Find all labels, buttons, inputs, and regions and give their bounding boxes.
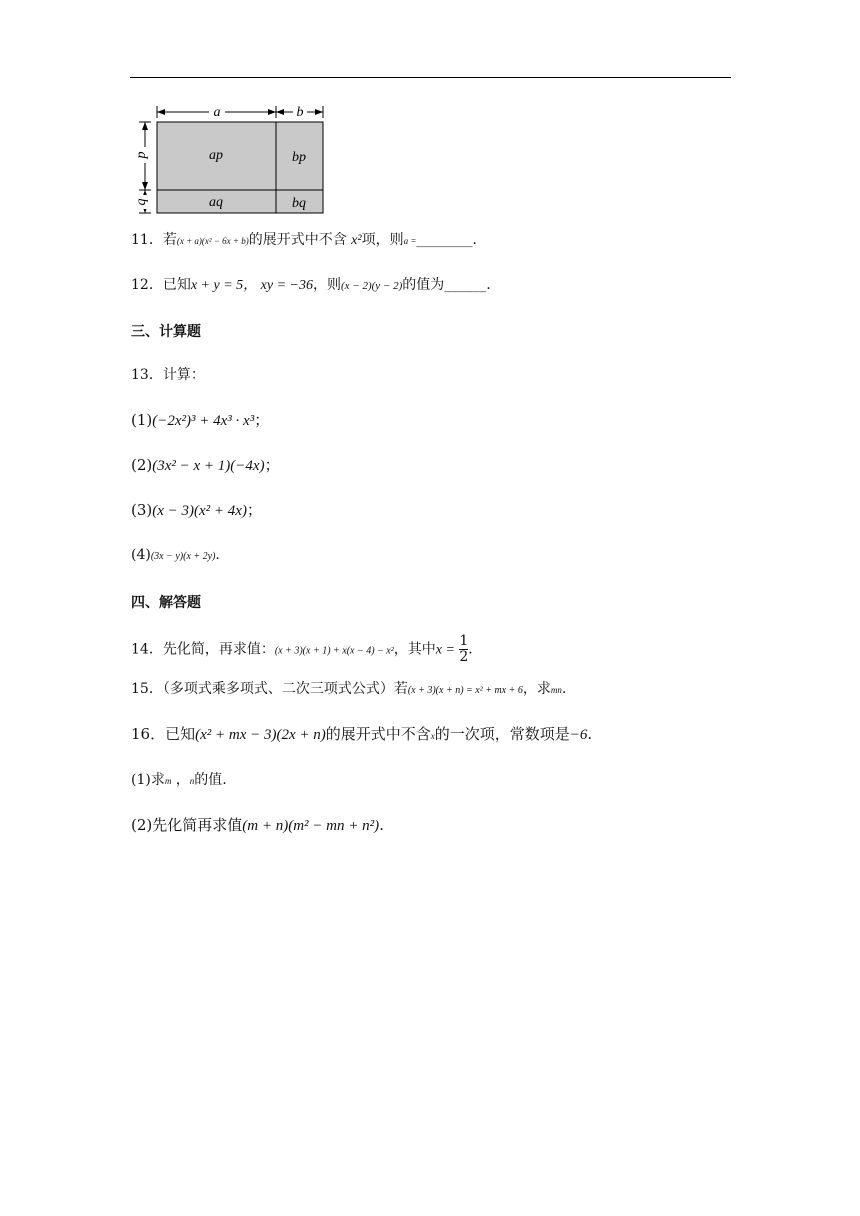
q15-var: mn xyxy=(550,685,562,695)
q11-end: . xyxy=(472,232,477,248)
q12-end: . xyxy=(486,277,491,293)
q16-part-2 xyxy=(131,815,384,836)
q13-item-4-number: (4) xyxy=(131,547,151,563)
question-13: 13．计算： xyxy=(131,367,205,383)
q16-expression: (x² + mx − 3)(2x + n) xyxy=(195,727,326,743)
q14-text: 先化简，再求值： xyxy=(162,641,275,658)
area-diagram xyxy=(133,103,333,216)
question-15 xyxy=(131,679,566,701)
q16-part-1-m: m xyxy=(164,776,172,786)
q16-part-1-n: n xyxy=(189,776,195,786)
q13-item-2 xyxy=(131,455,280,476)
q12-condition: x + y = 5， xy = −36 xyxy=(190,278,313,293)
q14-denominator: 2 xyxy=(459,649,469,665)
q14-mid: ，其中 xyxy=(393,641,436,658)
q16-mid: 的展开式中不含 xyxy=(325,725,431,743)
q16-constant: −6 xyxy=(569,727,588,743)
q12-text: 已知 xyxy=(162,277,191,293)
q11-expression: (x + a)(x² − 6x + b) xyxy=(176,236,249,246)
label-q: q xyxy=(134,198,149,206)
q16-part-2-expression: (m + n)(m² − mn + n²) xyxy=(242,818,380,834)
header-rule xyxy=(130,77,731,78)
q16-tail: 的一次项，常数项是 xyxy=(434,725,570,743)
q16-var: x xyxy=(430,731,435,741)
q11-var: a = xyxy=(403,236,417,246)
q16-part-1-text: 求 xyxy=(150,772,165,788)
q11-pre: 若 xyxy=(162,232,177,248)
q12-blank: ______ xyxy=(444,277,487,293)
q13-item-3-expression: (x − 3)(x² + 4x) xyxy=(152,503,247,519)
cell-ap: ap xyxy=(209,148,223,163)
q16-part-1 xyxy=(131,770,227,791)
section-3-heading: 三、计算题 xyxy=(131,324,201,340)
q13-item-4-end: . xyxy=(215,547,220,563)
q14-fraction xyxy=(459,634,468,665)
q15-number: 15． xyxy=(131,681,163,697)
q14-expression: (x + 3)(x + 1) + x(x − 4) − x² xyxy=(274,645,394,657)
q14-end: . xyxy=(468,641,473,658)
q15-text: （多项式乘多项式、二次三项式公式）若 xyxy=(162,681,408,697)
q13-item-1-expression: (−2x²)³ + 4x³ · x³ xyxy=(152,413,255,429)
question-12 xyxy=(131,275,491,296)
q14-var: x = xyxy=(435,642,455,658)
q13-item-4-expression: (3x − y)(x + 2y) xyxy=(150,551,216,562)
q12-expression: (x − 2)(y − 2) xyxy=(340,280,403,292)
q16-part-2-end: . xyxy=(379,816,384,834)
q16-part-1-sep: ， xyxy=(175,772,190,788)
question-16 xyxy=(131,724,592,746)
label-b: b xyxy=(296,105,304,120)
q11-blank: ________ xyxy=(416,232,473,248)
q15-end: . xyxy=(561,681,567,697)
q13-item-2-number: (2) xyxy=(131,456,153,474)
q13-item-3-number: (3) xyxy=(131,501,153,519)
q16-part-1-number: (1) xyxy=(131,772,151,788)
question-14 xyxy=(131,634,473,665)
q11-term: x² xyxy=(351,233,362,248)
cell-bq: bq xyxy=(292,196,306,211)
q13-item-2-end: ； xyxy=(264,456,280,474)
q16-part-1-tail: 的值. xyxy=(194,772,227,788)
label-a: a xyxy=(213,105,221,120)
q15-expression: (x + 3)(x + n) = x² + mx + 6 xyxy=(407,685,523,696)
q16-number: 16． xyxy=(131,725,166,743)
q14-number: 14． xyxy=(131,641,163,658)
q11-number: 11． xyxy=(131,232,163,248)
section-4-heading: 四、解答题 xyxy=(131,595,201,611)
q13-item-3 xyxy=(131,500,262,521)
label-p: p xyxy=(134,151,149,159)
cell-aq: aq xyxy=(209,195,223,210)
q11-mid: 的展开式中不含 xyxy=(248,232,347,248)
q13-item-2-expression: (3x² − x + 1)(−4x) xyxy=(152,458,265,474)
q13-item-3-end: ； xyxy=(246,501,262,519)
q12-then: ，则 xyxy=(312,277,341,293)
cell-bp: bp xyxy=(292,150,306,165)
q12-tail: 的值为 xyxy=(402,277,445,293)
q16-part-2-number: (2) xyxy=(131,816,153,834)
question-11 xyxy=(131,230,477,251)
q13-item-4 xyxy=(131,545,220,567)
q13-item-1-end: ； xyxy=(254,411,270,429)
q12-number: 12． xyxy=(131,277,163,293)
q13-item-1-number: (1) xyxy=(131,411,153,429)
q11-post: 项，则 xyxy=(361,232,404,248)
q16-text: 已知 xyxy=(165,725,196,743)
q15-mid: ，求 xyxy=(522,681,551,697)
q16-part-2-text: 先化简再求值 xyxy=(152,816,243,834)
q14-numerator: 1 xyxy=(459,633,469,649)
q13-item-1 xyxy=(131,410,269,431)
q16-end: . xyxy=(587,725,593,743)
